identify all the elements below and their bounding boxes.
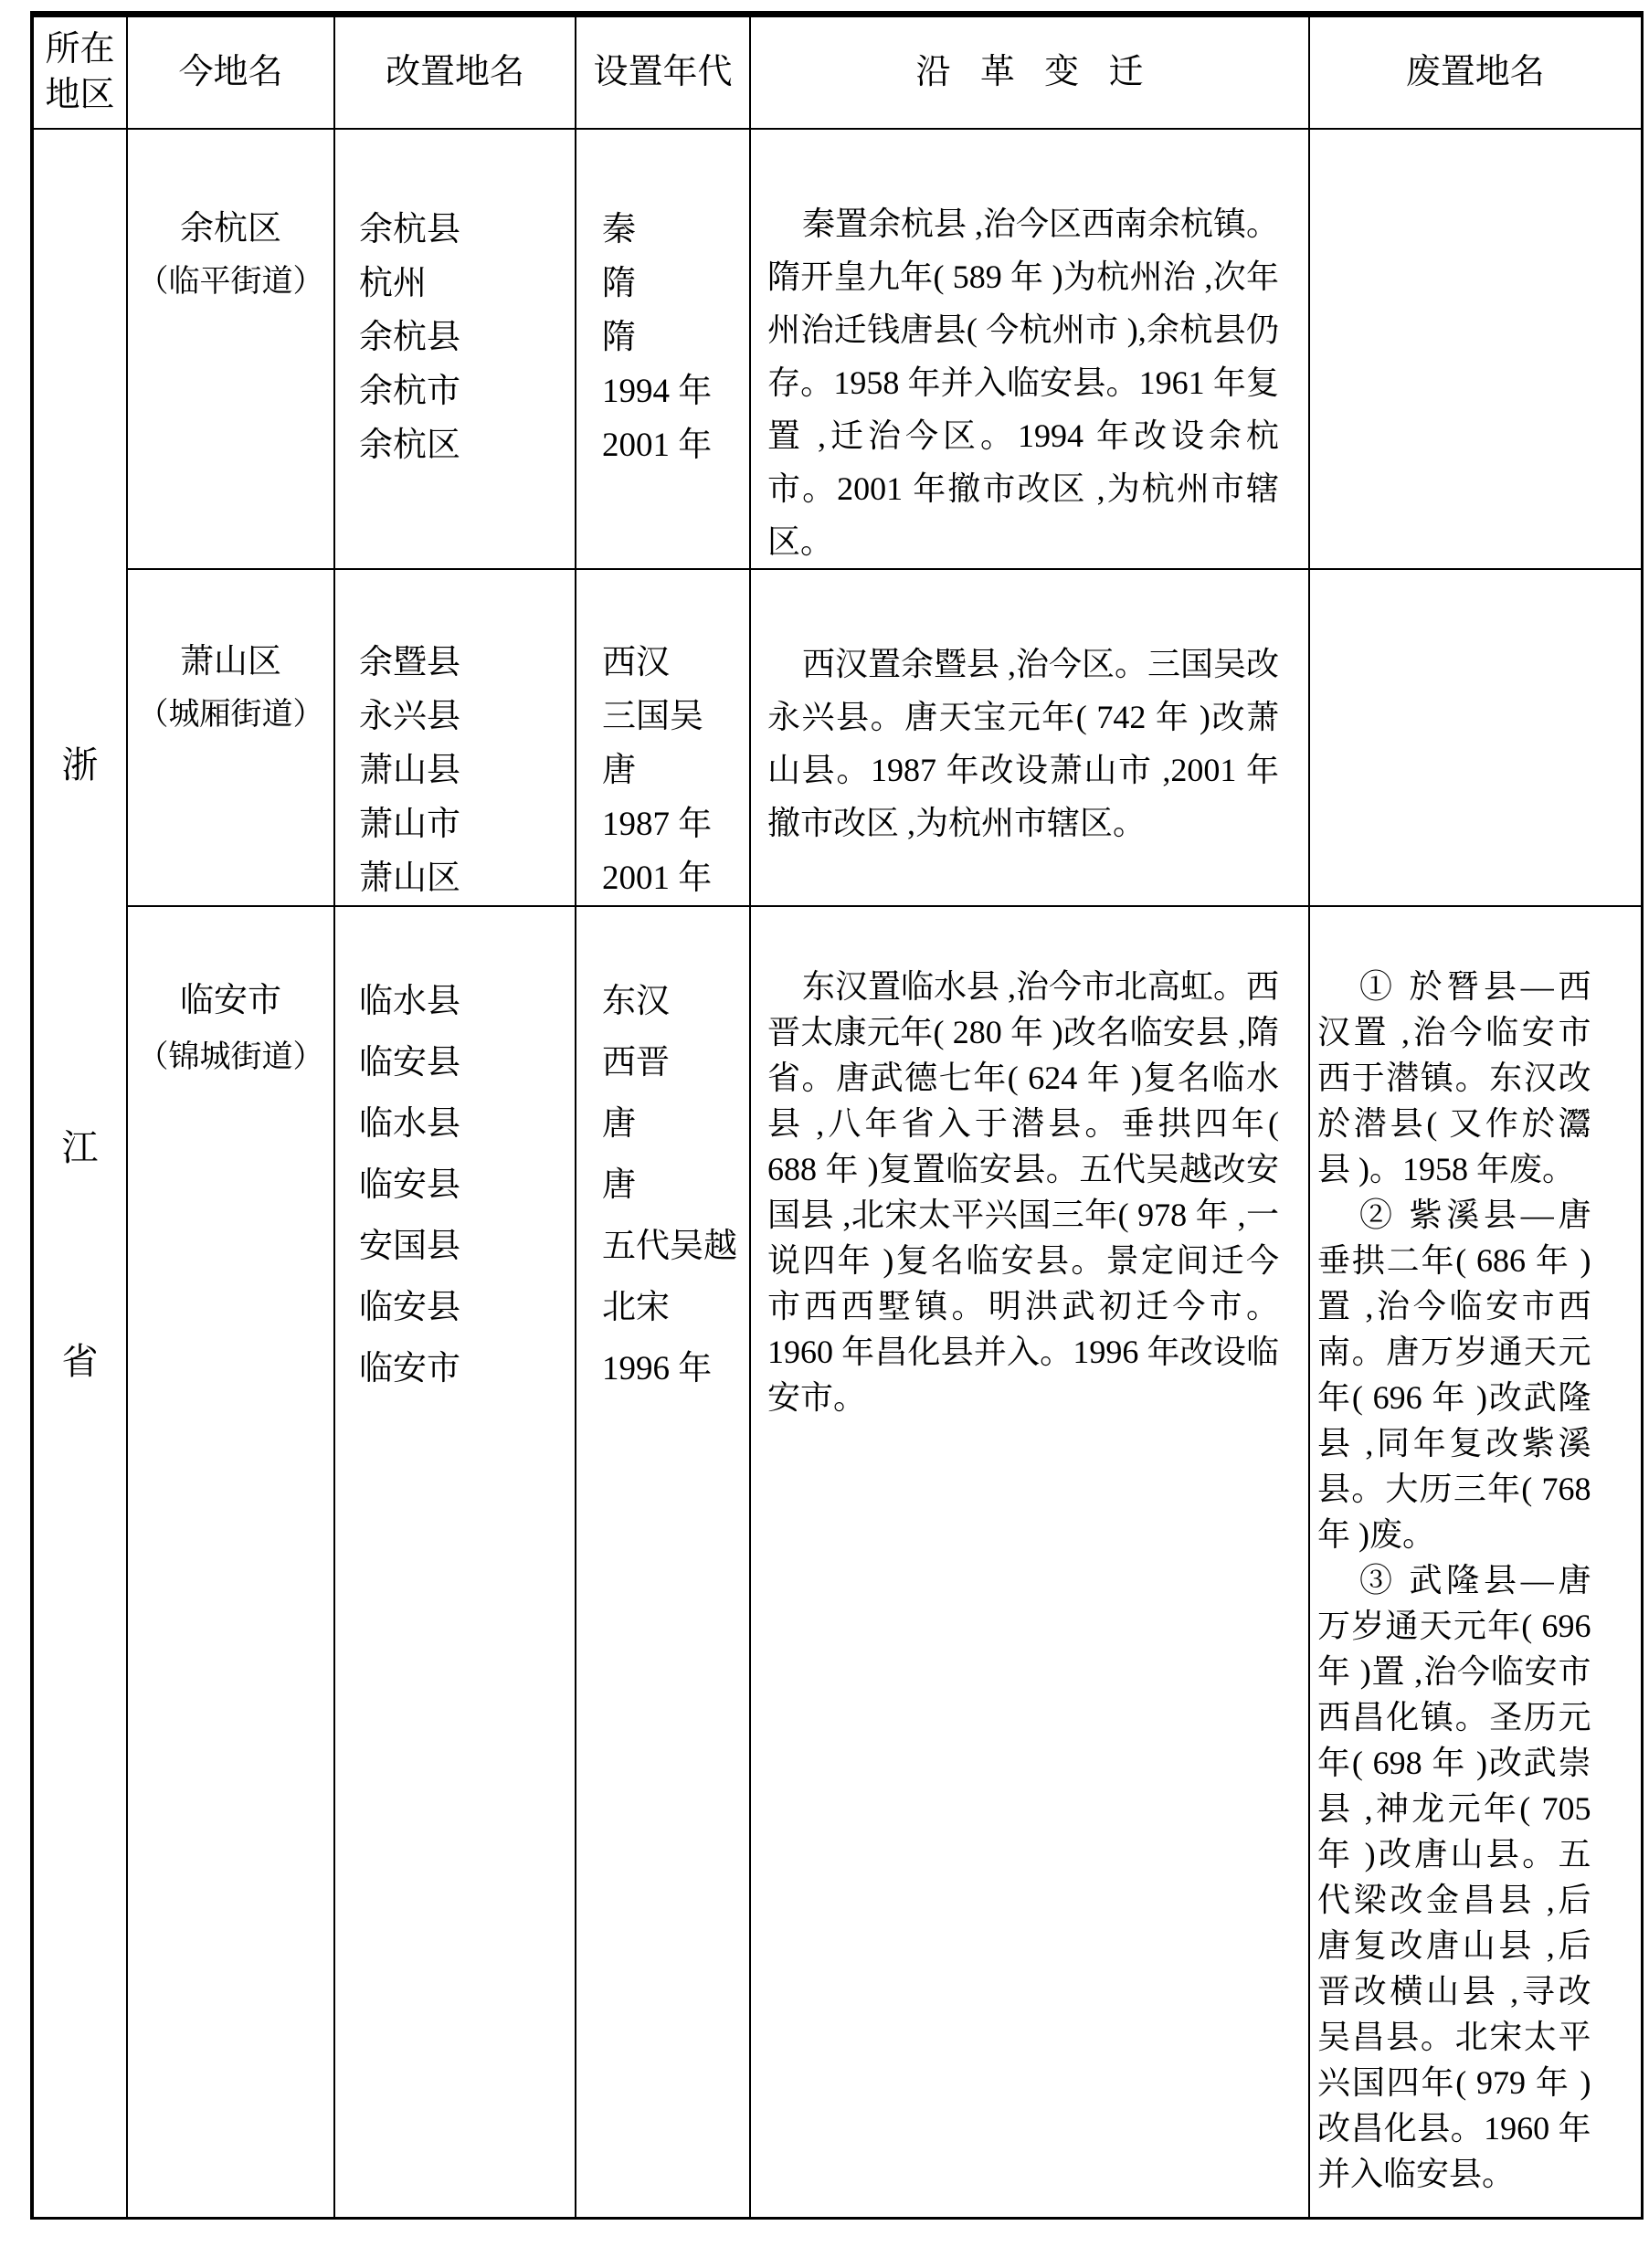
renamed-item: 萧山市 <box>359 805 460 843</box>
current-name-cell <box>127 569 334 906</box>
renamed-item: 余杭市 <box>359 372 460 410</box>
table-row-xiaoshan <box>32 569 1642 906</box>
renamed-item: 临安市 <box>359 1349 460 1387</box>
era-item: 1996 年 <box>602 1349 713 1387</box>
abolished-cell <box>1309 569 1642 906</box>
abolished-entry: ③ 武隆县—唐万岁通天元年( 696 年 )置 ,治今临安市西昌化镇。圣历元年( 698 年 )改武崇县 ,神龙元年( 705 年 )改唐山县。五代梁改金昌县 ,后唐复改唐山县 ,后晋改横山县 ,寻改吴昌县。北宋太平兴国四年( 979 年 )改昌化县。1960 年并入临安县。 <box>1317 1561 1591 2192</box>
renamed-item: 安国县 <box>359 1227 460 1265</box>
current-name-cell <box>127 906 334 2219</box>
era-item: 唐 <box>602 1166 636 1204</box>
province-cell <box>32 129 127 2219</box>
header-history: 沿革变迁 <box>750 15 1309 129</box>
header-row <box>32 15 1642 129</box>
era-list-cell <box>576 569 750 906</box>
era-item: 隋 <box>602 264 636 302</box>
header-era: 设置年代 <box>576 15 750 129</box>
renamed-item: 临安县 <box>359 1043 460 1081</box>
history-cell <box>750 906 1309 2219</box>
province-char-sheng: 省 <box>61 1340 99 1382</box>
history-cell <box>750 569 1309 906</box>
renamed-item: 临水县 <box>359 982 460 1020</box>
renamed-item: 临安县 <box>359 1288 460 1326</box>
current-name-note: （锦城街道） <box>137 1039 324 1074</box>
era-item: 东汉 <box>602 982 670 1020</box>
renamed-list-cell <box>334 129 576 569</box>
era-list-cell <box>576 906 750 2219</box>
renamed-item: 临水县 <box>359 1104 460 1143</box>
header-current-name: 今地名 <box>127 15 334 129</box>
renamed-item: 余杭县 <box>359 318 460 356</box>
abolished-entry: ① 於朁县—西汉置 ,治今临安市西于潜镇。东汉改於潜县( 又作於灊县 )。1958 年废。 <box>1317 967 1591 1187</box>
era-item: 隋 <box>602 318 636 356</box>
place-name-history-table <box>30 11 1644 2220</box>
current-name: 临安市 <box>180 981 281 1019</box>
era-item: 西汉 <box>602 643 670 681</box>
era-item: 北宋 <box>602 1288 670 1326</box>
abolished-cell <box>1309 129 1642 569</box>
table-row-yuhang <box>32 129 1642 569</box>
renamed-item: 临安县 <box>359 1166 460 1204</box>
era-item: 唐 <box>602 751 636 789</box>
history-cell <box>750 129 1309 569</box>
province-char-zhe: 浙 <box>61 744 99 786</box>
era-item: 三国吴 <box>602 697 703 735</box>
table-row-linan <box>32 906 1642 2219</box>
era-item: 唐 <box>602 1104 636 1143</box>
renamed-item: 余杭区 <box>359 426 460 464</box>
current-name: 余杭区 <box>180 209 281 248</box>
era-item: 五代吴越 <box>602 1227 737 1265</box>
header-abolished: 废置地名 <box>1309 15 1642 129</box>
abolished-entry: ② 紫溪县—唐垂拱二年( 686 年 )置 ,治今临安市西南。唐万岁通天元年( 696 年 )改武隆县 ,同年复改紫溪县。大历三年( 768 年 )废。 <box>1317 1196 1591 1553</box>
era-item: 2001 年 <box>602 426 713 464</box>
header-renamed: 改置地名 <box>334 15 576 129</box>
renamed-item: 永兴县 <box>359 697 460 735</box>
renamed-item: 萧山县 <box>359 751 460 789</box>
era-list-cell <box>576 129 750 569</box>
era-item: 西晋 <box>602 1043 670 1081</box>
era-item: 2001 年 <box>602 859 713 897</box>
era-item: 1994 年 <box>602 372 713 410</box>
current-name-note: （临平街道） <box>137 264 324 299</box>
renamed-item: 余暨县 <box>359 643 460 681</box>
current-name-note: （城厢街道） <box>137 697 324 732</box>
era-item: 1987 年 <box>602 805 713 843</box>
history-text: 东汉置临水县 ,治今市北高虹。西晋太康元年( 280 年 )改名临安县 ,隋省。唐武德七年( 624 年 )复名临水县 ,八年省入于潜县。垂拱四年( 688 年 )复置临安县。五代吴越改安国县 ,北宋太平兴国三年( 978 年 ,一说四年 )复名临安县。景定间迁今市西西墅镇。明洪武初迁今市。1960 年昌化县并入。1996 年改设临安市。 <box>767 967 1280 1416</box>
renamed-item: 杭州 <box>359 264 427 302</box>
history-text: 西汉置余暨县 ,治今区。三国吴改永兴县。唐天宝元年( 742 年 )改萧山县。1987 年改设萧山市 ,2001 年撤市改区 ,为杭州市辖区。 <box>767 645 1280 841</box>
header-region: 所在地区 <box>32 15 127 129</box>
history-text: 秦置余杭县 ,治今区西南余杭镇。隋开皇九年( 589 年 )为杭州治 ,次年州治迁钱唐县( 今杭州市 ),余杭县仍存。1958 年并入临安县。1961 年复置 ,迁治今区。1994 年改设余杭市。2001 年撤市改区 ,为杭州市辖区。 <box>767 205 1280 560</box>
renamed-list-cell <box>334 569 576 906</box>
renamed-list-cell <box>334 906 576 2219</box>
current-name-cell <box>127 129 334 569</box>
province-char-jiang: 江 <box>61 1126 99 1168</box>
era-item: 秦 <box>602 210 636 248</box>
abolished-cell <box>1309 906 1642 2219</box>
renamed-item: 余杭县 <box>359 210 460 248</box>
renamed-item: 萧山区 <box>359 859 460 897</box>
current-name: 萧山区 <box>180 642 281 680</box>
